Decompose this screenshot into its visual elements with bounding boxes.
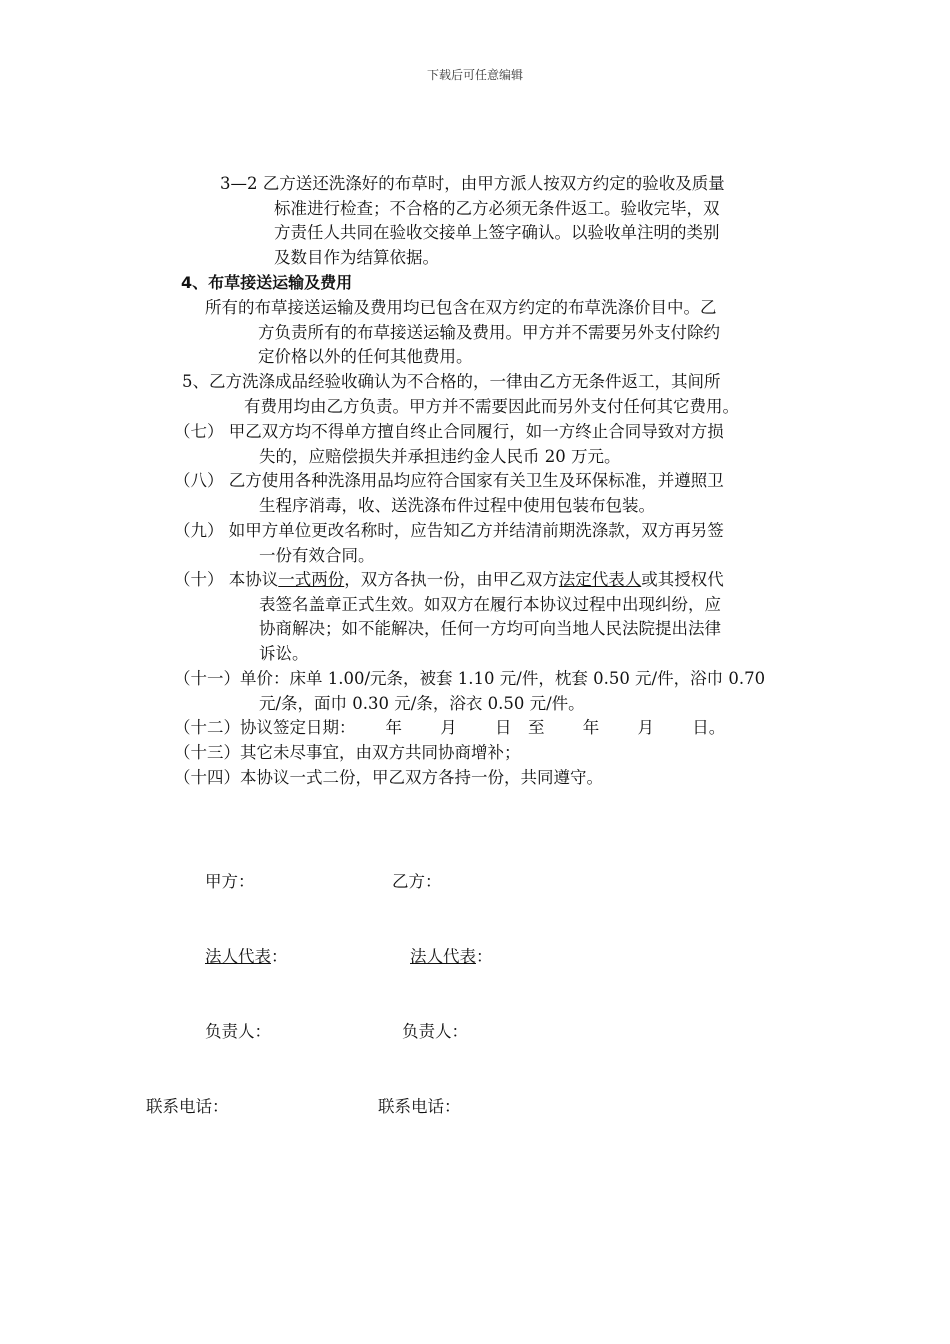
clause-4-body	[205, 296, 720, 370]
clause-line: （十二）协议签定日期： 年 月 日 至 年 月 日。	[174, 718, 726, 737]
clause-text: ，双方各执一份，由甲乙双方	[344, 570, 559, 589]
clause-8	[174, 469, 724, 518]
clause-line: （十四）本协议一式二份，甲乙双方各持一份，共同遵守。	[174, 768, 603, 787]
party-a-phone: 联系电话：	[146, 1097, 229, 1116]
clause-5	[182, 370, 739, 419]
party-a-legal-rep	[205, 943, 288, 967]
clause-text: （十） 本协议	[174, 570, 279, 589]
page-header-note: 下载后可任意编辑	[426, 68, 523, 82]
clause-line: 定价格以外的任何其他费用。	[258, 347, 473, 367]
clause-line: （八） 乙方使用各种洗涤用品均应符合国家有关卫生及环保标准，并遵照卫	[174, 471, 724, 490]
clause-13	[174, 741, 521, 766]
clause-line: （七） 甲乙双方均不得单方擅自终止合同履行，如一方终止合同导致对方损	[174, 422, 724, 441]
party-b-phone: 联系电话：	[378, 1097, 461, 1116]
party-a-label: 甲方：	[205, 872, 255, 891]
clause-10	[174, 568, 724, 666]
clause-line: 方责任人共同在验收交接单上签字确认。以验收单注明的类别	[274, 223, 720, 243]
clause-line: 失的，应赔偿损失并承担违约金人民币 20 万元。	[259, 446, 621, 466]
colon: ：	[271, 947, 288, 966]
clause-line: 一份有效合同。	[259, 545, 375, 565]
clause-line: 诉讼。	[259, 643, 309, 663]
clause-3-2	[220, 172, 725, 270]
clause-4-heading: 4、布草接送运输及费用	[181, 273, 353, 292]
party-b-label: 乙方：	[392, 872, 442, 891]
clause-line	[174, 568, 724, 593]
clause-line: 方负责所有的布草接送运输及费用。甲方并不需要另外支付除约	[258, 322, 720, 342]
clause-line: 所有的布草接送运输及费用均已包含在双方约定的布草洗涤价目中。乙	[205, 298, 717, 317]
clause-9	[174, 519, 724, 568]
party-b-responsible: 负责人：	[402, 1022, 468, 1041]
clause-line: （九） 如甲方单位更改名称时，应告知乙方并结清前期洗涤款，双方再另签	[174, 521, 724, 540]
underlined-term: 法定代表人	[558, 570, 642, 589]
legal-rep-label: 法人代表	[410, 947, 476, 966]
clause-text: 或其授权代	[641, 570, 724, 589]
clause-11	[174, 667, 765, 716]
legal-rep-label: 法人代表	[205, 947, 271, 966]
clause-12	[174, 716, 725, 741]
clause-line: 3—2 乙方送还洗涤好的布草时，由甲方派人按双方约定的验收及质量	[220, 174, 725, 193]
clause-line: 有费用均由乙方负责。甲方并不需要因此而另外支付任何其它费用。	[244, 396, 739, 416]
clause-line: 及数目作为结算依据。	[274, 247, 439, 267]
party-b-legal-rep	[410, 943, 493, 967]
clause-14	[174, 766, 603, 791]
clause-line: （十一）单价：床单 1.00/元条，被套 1.10 元/件，枕套 0.50 元/件，浴巾 0.70	[174, 669, 766, 688]
clause-7	[174, 420, 724, 469]
clause-line: 元/条，面巾 0.30 元/条，浴衣 0.50 元/件。	[259, 693, 585, 713]
clause-line: 标准进行检查；不合格的乙方必须无条件返工。验收完毕，双	[274, 198, 720, 218]
colon: ：	[476, 947, 493, 966]
clause-line: 5、乙方洗涤成品经验收确认为不合格的，一律由乙方无条件返工，其间所	[182, 372, 721, 391]
clause-line: 生程序消毒，收、送洗涤布件过程中使用包装布包装。	[259, 495, 655, 515]
underlined-term: 一式两份	[278, 570, 345, 589]
clause-line: （十三）其它未尽事宜，由双方共同协商增补；	[174, 743, 521, 762]
clause-line: 表签名盖章正式生效。如双方在履行本协议过程中出现纠纷，应	[259, 594, 721, 614]
party-a-responsible: 负责人：	[205, 1022, 271, 1041]
clause-line: 协商解决；如不能解决，任何一方均可向当地人民法院提出法律	[259, 619, 721, 639]
